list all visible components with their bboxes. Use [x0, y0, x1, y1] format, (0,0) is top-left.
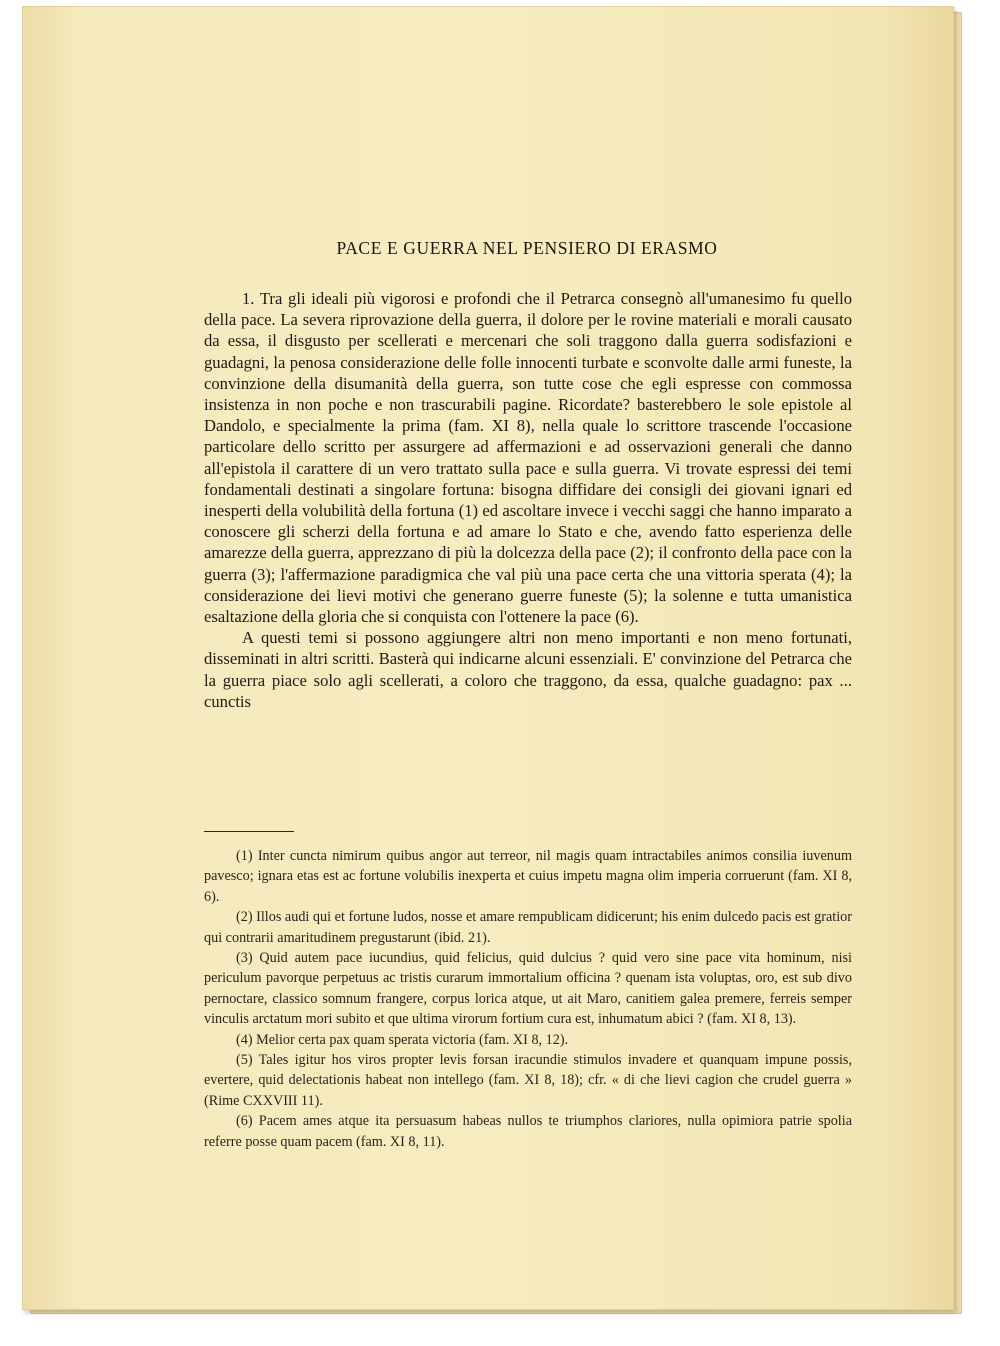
footnote: (3) Quid autem pace iucundius, quid felicius, quid dulcius ? quid vero sine pace vita hominum, nisi periculum pavorque perpetuus ac tristis curarum immortalium officina ? quenam ista voluptas, oro, est sub divo pernoctare, classico somnum frangere, corpus lorica atque, ut ait Maro, canitiem galea premere, ferreis semper vinculis arctatum mori subito et que ultima virorum fortium cura est, inhumatum abici ? (fam. XI 8, 13).	[204, 950, 852, 1028]
footnote: (6) Pacem ames atque ita persuasum habeas nullos te triumphos clariores, nulla opimiora patrie spolia referre posse quam pacem (fam. XI 8, 11).	[204, 1113, 852, 1150]
paragraph: A questi temi si possono aggiungere altri non meno importanti e non meno fortunati, disseminati in altri scritti. Basterà qui indicarne alcuni essenziali. E' convinzione del Petrarca che la guerra piace solo agli scellerati, a coloro che traggono, da essa, qualche guadagno: pax ... cunctis	[204, 628, 852, 711]
body-text	[204, 288, 852, 712]
paragraph: 1. Tra gli ideali più vigorosi e profondi che il Petrarca consegnò all'umanesimo fu quello della pace. La severa riprovazione della guerra, il dolore per le rovine materiali e morali causato da essa, il disgusto per scellerati e mercenari che soli traggono dalla guerra sodisfazioni e guadagni, la penosa considerazione delle folle innocenti turbate e sconvolte dalle armi funeste, la convinzione della disumanità della guerra, son tutte cose che egli espresse con commossa insistenza in non poche e non trascurabili pagine. Ricordate? basterebbero le sole epistole al Dandolo, e specialmente la prima (fam. XI 8), nella quale lo scrittore trascende l'occasione particolare dello scritto per assurgere ad affermazioni e ad osservazioni generali che danno all'epistola il carattere di un vero trattato sulla pace e sulla guerra. Vi trovate espressi dei temi fondamentali destinati a singolare fortuna: bisogna diffidare dei consigli dei giovani ignari ed inesperti della volubilità della fortuna (1) ed ascoltare invece i vecchi saggi che hanno imparato a conoscere gli scherzi della fortuna e ad amare lo Stato e che, avendo fatto esperienza delle amarezze della guerra, apprezzano di più la dolcezza della pace (2); il confronto della pace con la guerra (3); l'affermazione paradigmica che val più una pace certa che una vittoria sperata (4); la considerazione dei lievi motivi che generano guerre funeste (5); la solenne e tutta umanistica esaltazione della gloria che si conquista con l'ottenere la pace (6).	[204, 289, 852, 627]
footnote: (1) Inter cuncta nimirum quibus angor aut terreor, nil magis quam intractabiles animos consilia iuvenum pavesco; ignara etas est ac fortune volubilis inexperta et cuius impetu magna olim imperia corruerunt (fam. XI 8, 6).	[204, 848, 852, 905]
footnote: (4) Melior certa pax quam sperata victoria (fam. XI 8, 12).	[236, 1031, 569, 1048]
footnote-rule	[204, 831, 294, 832]
page-title: PACE E GUERRA NEL PENSIERO DI ERASMO	[336, 238, 718, 258]
footnotes	[204, 846, 852, 1152]
footnote: (5) Tales igitur hos viros propter levis forsan iracundie stimulos invadere et quanquam impune possis, evertere, quid delectationis habeat non intellego (fam. XI 8, 18); cfr. « di che lievi cagion che crudel guerra » (Rime CXXVIII 11).	[204, 1052, 852, 1109]
footnote: (2) Illos audi qui et fortune ludos, nosse et amare rempublicam didicerunt; his enim dulcedo pacis est gratior qui contrarii amaritudinem pregustarunt (ibid. 21).	[204, 909, 852, 946]
